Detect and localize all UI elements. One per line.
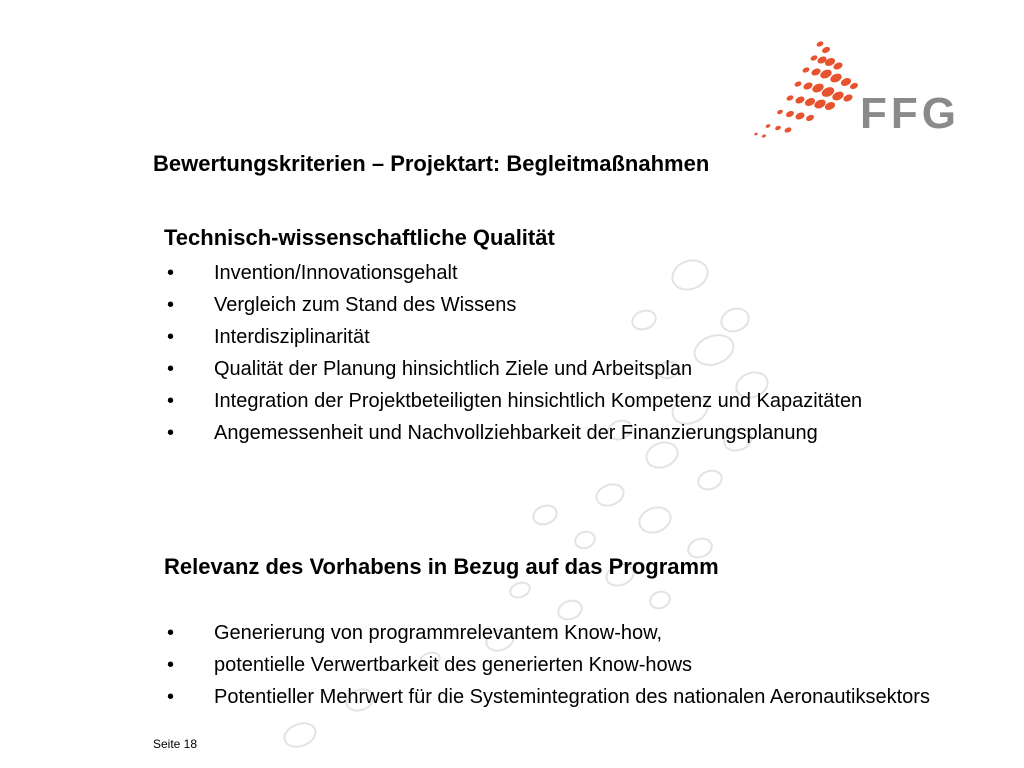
bullet-icon: • <box>167 326 175 348</box>
ffg-logo-text: FFG <box>860 89 960 138</box>
bullet-icon: • <box>167 422 175 444</box>
section-heading-relevance: Relevanz des Vorhabens in Bezug auf das Programm <box>164 554 719 579</box>
logo-dot <box>776 109 783 115</box>
list-item: • Integration der Projektbeteiligten hinsichtlich Kompetenz und Kapazitäten <box>167 390 863 412</box>
list-item: • Potentieller Mehrwert für die Systemintegration des nationalen Aeronautiksektors <box>167 686 930 708</box>
logo-dot <box>785 110 795 119</box>
logo-dot <box>754 132 758 136</box>
logo-dot <box>842 93 853 103</box>
page-number: Seite 18 <box>153 737 198 751</box>
list-item: • Generierung von programmrelevantem Know-how, <box>167 622 662 644</box>
bullet-icon: • <box>167 622 175 644</box>
logo-dot <box>813 98 827 110</box>
section-heading-quality: Technisch-wissenschaftliche Qualität <box>164 225 555 250</box>
bullet-list-quality <box>164 261 956 445</box>
bullet-list-relevance <box>164 621 956 709</box>
list-item: • Interdisziplinarität <box>167 326 370 348</box>
list-item: • Vergleich zum Stand des Wissens <box>167 294 517 316</box>
list-item: • Angemessenheit und Nachvollziehbarkeit der Finanzierungsplanung <box>167 422 818 444</box>
list-item: • Qualität der Planung hinsichtlich Ziele und Arbeitsplan <box>167 358 693 380</box>
logo-dot <box>794 80 803 87</box>
logo-dot <box>761 134 766 138</box>
logo-dot <box>805 114 815 123</box>
bullet-icon: • <box>167 294 175 316</box>
slide-title: Bewertungskriterien – Projektart: Begleitmaßnahmen <box>153 151 710 176</box>
logo-dot <box>784 126 793 133</box>
logo-dot <box>794 111 805 121</box>
bullet-icon: • <box>167 654 175 676</box>
logo-dot <box>849 82 859 91</box>
logo-dot <box>821 46 831 55</box>
bullet-icon: • <box>167 686 175 708</box>
logo-dot <box>786 94 795 101</box>
logo-dot <box>802 66 811 73</box>
logo-dot <box>802 81 813 91</box>
list-item: • potentielle Verwertbarkeit des generierten Know-hows <box>167 654 693 676</box>
logo-dot <box>816 40 825 47</box>
logo-dot <box>794 95 805 105</box>
logo-dot <box>810 54 819 61</box>
bullet-icon: • <box>167 390 175 412</box>
bullet-icon: • <box>167 358 175 380</box>
logo-dot <box>765 124 771 129</box>
logo-dot <box>774 125 781 131</box>
logo-dot <box>810 67 821 77</box>
list-item: • Invention/Innovationsgehalt <box>167 262 458 284</box>
bullet-icon: • <box>167 262 175 284</box>
